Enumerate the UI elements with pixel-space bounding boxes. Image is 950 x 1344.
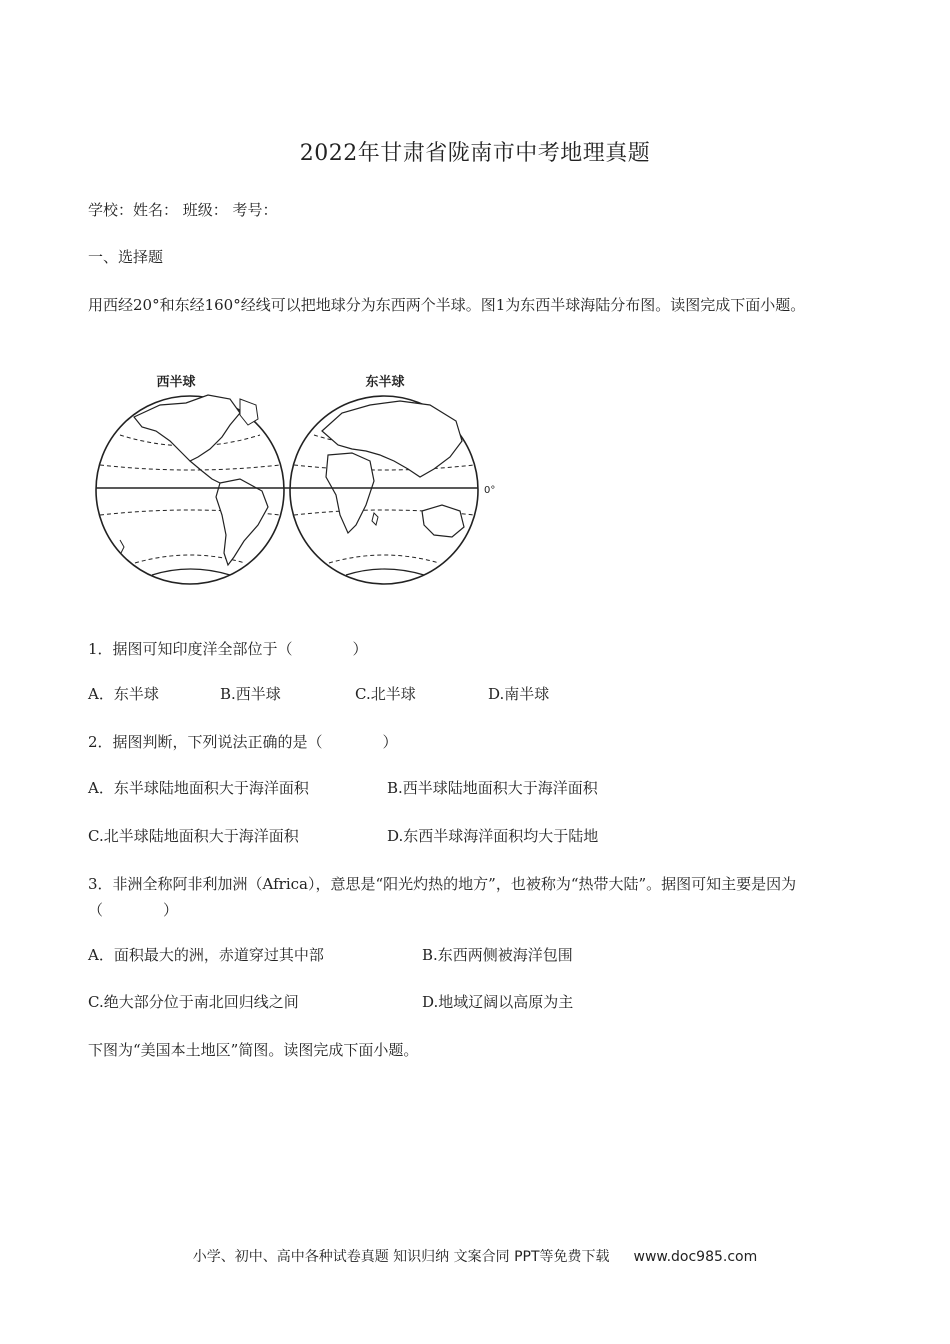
q3-option-a[interactable]: A．面积最大的洲，赤道穿过其中部 — [88, 946, 324, 964]
q1-option-c[interactable]: C.北半球 — [355, 685, 416, 703]
q3-option-b[interactable]: B.东西两侧被海洋包围 — [422, 946, 573, 964]
question-2-stem: 2．据图判断，下列说法正确的是（ ） — [88, 733, 398, 751]
question-1-options — [0, 683, 950, 707]
q3-option-c[interactable]: C.绝大部分位于南北回归线之间 — [88, 993, 299, 1011]
question-2-options-row2 — [0, 825, 950, 849]
next-section-intro: 下图为“美国本土地区”简图。读图完成下面小题。 — [88, 1041, 419, 1059]
hemisphere-map-figure — [90, 365, 510, 595]
question-3-options-row1 — [0, 944, 950, 968]
q3-option-d[interactable]: D.地域辽阔以高原为主 — [422, 993, 574, 1011]
question-3-options-row2 — [0, 991, 950, 1015]
question-1-stem: 1．据图可知印度洋全部位于（ ） — [88, 640, 368, 658]
equator-label: 0° — [484, 485, 496, 496]
page-footer — [0, 1246, 950, 1266]
q1-option-b[interactable]: B.西半球 — [220, 685, 281, 703]
section-heading: 一、选择题 — [88, 248, 164, 266]
q2-option-c[interactable]: C.北半球陆地面积大于海洋面积 — [88, 827, 299, 845]
west-hemisphere-globe — [96, 395, 284, 584]
question-3-stem: 3．非洲全称阿非利加洲（Africa），意思是“阳光灼热的地方”，也被称为“热带大陆”。据图可知主要是因为（ ） — [88, 875, 797, 919]
q1-option-a[interactable]: A．东半球 — [88, 685, 159, 703]
footer-site-link[interactable]: www.doc985.com — [633, 1249, 758, 1265]
q2-option-a[interactable]: A．东半球陆地面积大于海洋面积 — [88, 779, 309, 797]
west-hemisphere-label: 西半球 — [156, 375, 196, 390]
east-hemisphere-globe — [290, 396, 478, 584]
q2-option-b[interactable]: B.西半球陆地面积大于海洋面积 — [387, 779, 598, 797]
page-title: 2022年甘肃省陇南市中考地理真题 — [299, 141, 651, 166]
q2-option-d[interactable]: D.东西半球海洋面积均大于陆地 — [387, 827, 599, 845]
footer-text: 小学、初中、高中各种试卷真题 知识归纳 文案合同 PPT等免费下载 — [192, 1249, 610, 1265]
q1-option-d[interactable]: D.南半球 — [488, 685, 550, 703]
east-hemisphere-label: 东半球 — [365, 375, 405, 390]
student-info-line: 学校：姓名： 班级： 考号： — [88, 201, 278, 219]
intro-paragraph: 用西经20°和东经160°经线可以把地球分为东西两个半球。图1为东西半球海陆分布图。读图完成下面小题。 — [88, 296, 806, 314]
question-2-options-row1 — [0, 777, 950, 801]
